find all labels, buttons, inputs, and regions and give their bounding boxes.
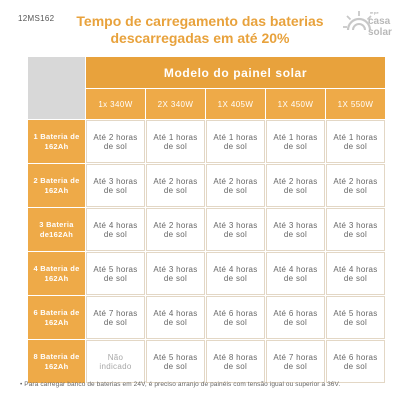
table-cell: Até 5 horas de sol: [86, 252, 145, 295]
logo-tagline: mpe: [370, 10, 379, 15]
table-cell: Até 4 horas de sol: [86, 208, 145, 251]
table-cell: Até 8 horas de sol: [206, 340, 265, 383]
table-corner: [28, 57, 85, 119]
table-cell: Até 3 horas de sol: [86, 164, 145, 207]
table-cell: Até 4 horas de sol: [326, 252, 385, 295]
column-header-5: 1X 550W: [326, 89, 385, 119]
table-cell: Até 4 horas de sol: [146, 296, 205, 339]
table-cell: Até 4 horas de sol: [266, 252, 325, 295]
table-cell: Até 5 horas de sol: [146, 340, 205, 383]
row-header-6: 8 Bateria de 162Ah: [28, 340, 85, 383]
title-line-1: Tempo de carregamento das baterias: [76, 13, 324, 29]
brand-logo: [342, 8, 394, 44]
table-cell: Até 3 horas de sol: [266, 208, 325, 251]
table-cell: Até 1 horas de sol: [206, 120, 265, 163]
table-cell: Até 6 horas de sol: [206, 296, 265, 339]
table-cell: Até 5 horas de sol: [326, 296, 385, 339]
panel-model-header: Modelo do painel solar: [86, 57, 385, 88]
row-header-4: 4 Bateria de 162Ah: [28, 252, 85, 295]
column-header-2: 2X 340W: [146, 89, 205, 119]
logo-word-casa: casa: [368, 16, 391, 27]
table-cell: Até 2 horas de sol: [206, 164, 265, 207]
row-header-5: 6 Bateria de 162Ah: [28, 296, 85, 339]
row-header-3: 3 Bateria de162Ah: [28, 208, 85, 251]
table-cell: Não indicado: [86, 340, 145, 383]
table-cell: Até 6 horas de sol: [266, 296, 325, 339]
table-cell: Até 2 horas de sol: [86, 120, 145, 163]
page-title: [70, 13, 330, 47]
table-cell: Até 3 horas de sol: [206, 208, 265, 251]
row-header-1: 1 Bateria de 162Ah: [28, 120, 85, 163]
row-header-2: 2 Bateria de 162Ah: [28, 164, 85, 207]
logo-word-solar: solar: [368, 27, 392, 38]
table-cell: Até 4 horas de sol: [206, 252, 265, 295]
column-header-1: 1x 340W: [86, 89, 145, 119]
table-cell: Até 1 horas de sol: [266, 120, 325, 163]
table-cell: Até 2 horas de sol: [326, 164, 385, 207]
title-line-2: descarregadas em até 20%: [110, 30, 290, 46]
table-cell: Até 2 horas de sol: [266, 164, 325, 207]
table-cell: Até 2 horas de sol: [146, 164, 205, 207]
table-cell: Até 1 horas de sol: [146, 120, 205, 163]
table-cell: Até 3 horas de sol: [146, 252, 205, 295]
table-cell: Até 3 horas de sol: [326, 208, 385, 251]
column-header-4: 1X 450W: [266, 89, 325, 119]
footnote: • Para carregar banco de baterias em 24V, é preciso arranjo de painéis com tensão igual ou superior a 36V.: [20, 381, 341, 388]
column-header-3: 1X 405W: [206, 89, 265, 119]
table-cell: Até 6 horas de sol: [326, 340, 385, 383]
table-cell: Até 7 horas de sol: [86, 296, 145, 339]
charging-time-table: [28, 57, 385, 380]
table-cell: Até 2 horas de sol: [146, 208, 205, 251]
product-code: 12MS162: [18, 14, 55, 23]
table-cell: Até 1 horas de sol: [326, 120, 385, 163]
table-cell: Até 7 horas de sol: [266, 340, 325, 383]
